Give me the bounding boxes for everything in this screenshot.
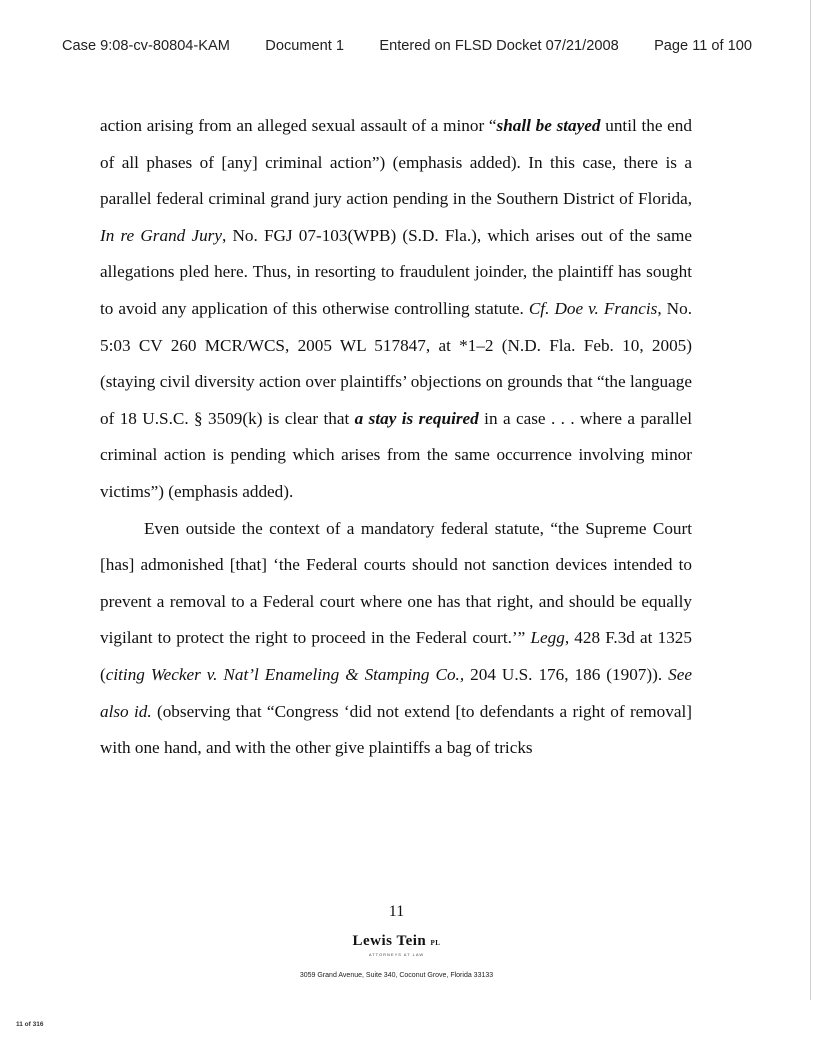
- docket-entry-date: Entered on FLSD Docket 07/21/2008: [379, 38, 619, 54]
- firm-tagline: ATTORNEYS AT LAW: [368, 952, 425, 957]
- text-run: in a case . . . where a parallel criminal action is pending which arises from the same occurrence involving minor victims”) (emphasis added).: [100, 408, 692, 501]
- text-run: , No. FGJ 07-103(WPB) (S.D. Fla.), which arises out of the same allegations pled here. Thus, in resorting to fraudulent joinder, the plaintiff has sought to avoid any application of this otherwise controlling statute.: [100, 225, 692, 318]
- citation-see-also-id: See also id.: [100, 664, 692, 721]
- text-run: 204 U.S. 176, 186 (1907)).: [464, 664, 669, 684]
- firm-logo: [0, 933, 793, 950]
- docket-header: [62, 38, 752, 54]
- body-text: [100, 108, 692, 767]
- paragraph-2: [100, 511, 692, 767]
- citation-wecker: citing Wecker v. Nat’l Enameling & Stamping Co.,: [105, 664, 465, 684]
- text-run: Even outside the context of a mandatory federal statute, “the Supreme Court [has] admonished [that] ‘the Federal courts should not sanction devices intended to prevent a removal to a Federal court where one has that right, and should be equally vigilant to protect the right to proceed in the Federal court.’”: [100, 518, 692, 648]
- right-margin-rule: [810, 0, 811, 1000]
- text-run: , No. 5:03 CV 260 MCR/WCS, 2005 WL 517847, at *1–2 (N.D. Fla. Feb. 10, 2005) (staying civil diversity action over plaintiffs’ objections on grounds that “the language of 18 U.S.C. § 3509(k) is clear that: [100, 298, 692, 428]
- text-run: action arising from an alleged sexual assault of a minor “: [100, 116, 497, 135]
- page-stamp: 11 of 316: [16, 1021, 44, 1028]
- text-run: until the end of all phases of [any] criminal action”) (emphasis added). In this case, there is a parallel federal criminal grand jury action pending in the Southern District of Florida,: [100, 116, 692, 209]
- text-run: , 428 F.3d at 1325 (: [100, 628, 692, 684]
- emphasis-stay-required: a stay is required: [354, 408, 479, 428]
- emphasis-shall-be-stayed: shall be stayed: [496, 116, 601, 135]
- firm-suffix: PL: [430, 939, 441, 947]
- citation-in-re-grand-jury: In re Grand Jury: [100, 225, 222, 245]
- citation-doe-v-francis: Cf. Doe v. Francis: [528, 298, 658, 318]
- paragraph-1: [100, 108, 692, 511]
- firm-name: Lewis Tein: [352, 933, 427, 949]
- text-run: (observing that “Congress ‘did not extend [to defendants a right of removal] with one hand, and with the other give plaintiffs a bag of tricks: [100, 701, 692, 758]
- case-number: Case 9:08-cv-80804-KAM: [62, 38, 230, 54]
- page-of-total: Page 11 of 100: [654, 38, 752, 54]
- page-number: 11: [388, 903, 405, 920]
- citation-legg: Legg: [530, 628, 565, 648]
- document-number: Document 1: [265, 38, 344, 54]
- firm-address: 3059 Grand Avenue, Suite 340, Coconut Grove, Florida 33133: [299, 972, 494, 979]
